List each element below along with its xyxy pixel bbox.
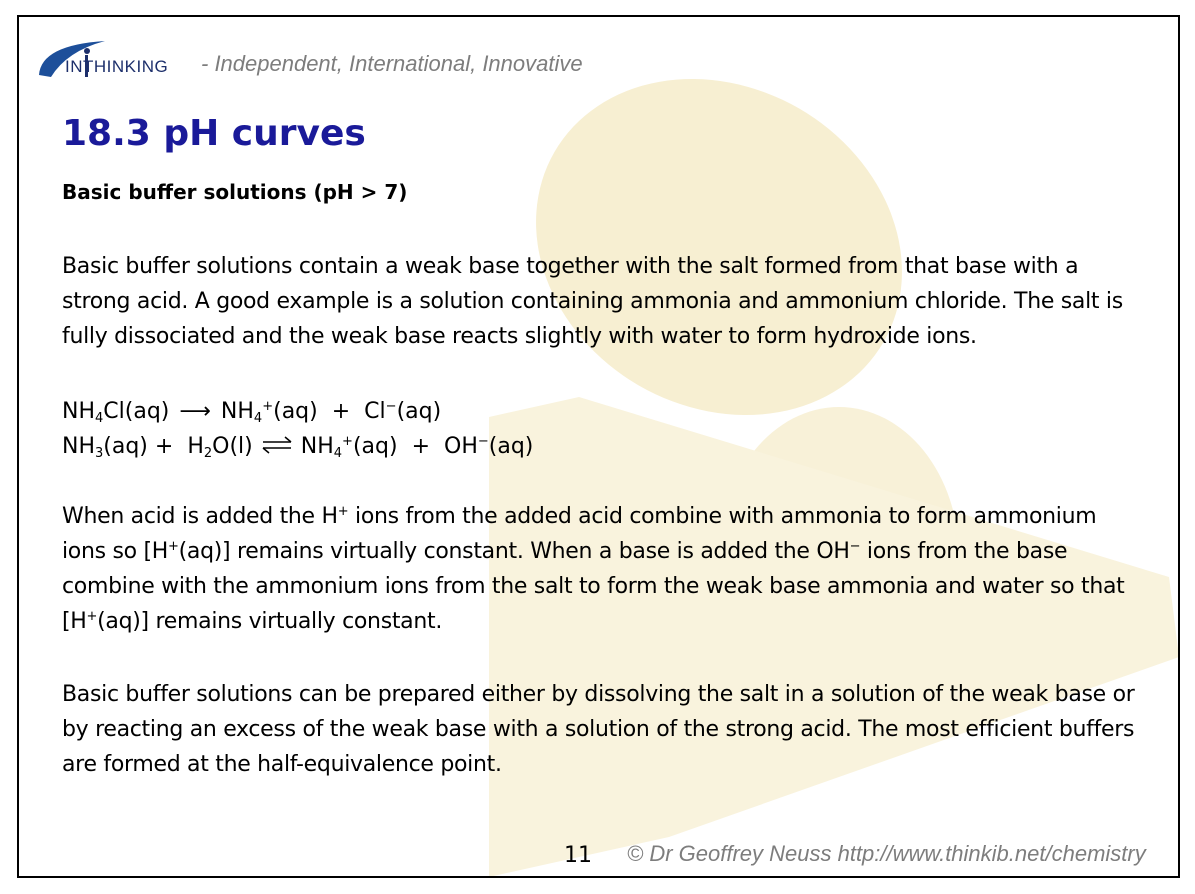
paragraph-preparation: Basic buffer solutions can be prepared either by dissolving the salt in a solution of the weak base or by reacting an excess of the weak base with a solution of the strong acid. The most efficient buffers are formed at the half-equivalence point. [62,682,1135,777]
formula-h2o: $H_2O(l)$ [187,434,253,461]
logo-text: INTHINKING [65,57,169,76]
formula-nh4-ion: $NH_4^+(aq)$ [300,434,398,461]
reaction-arrow: ⟶ [179,399,211,424]
plus-sign: + [331,399,351,424]
plus-sign: + [411,434,431,459]
equation-dissociation [62,394,441,429]
formula-oh-ion: OH−(aq) [444,434,534,459]
section-subtitle: Basic buffer solutions (pH > 7) [62,180,408,204]
page-title: 18.3 pH curves [62,113,366,154]
formula-cl-ion: Cl−(aq) [364,399,442,424]
page-number: 11 [564,843,592,868]
equation-ammonia-equilibrium [62,429,533,464]
tagline: - Independent, International, Innovative [201,51,583,76]
paragraph-intro: Basic buffer solutions contain a weak base together with the salt formed from that base with a strong acid. A good example is a solution containing ammonia and ammonium chloride. The salt is fully dissociated and the weak base reacts slightly with water to form hydroxide ions. [62,254,1123,349]
header [35,37,735,83]
slide [17,15,1180,878]
formula-nh3: $NH_3(aq)$ + [62,434,174,461]
footer-credit: © Dr Geoffrey Neuss http://www.thinkib.net/chemistry [627,841,1146,866]
formula-nh4cl: $NH_4Cl(aq)$ [62,399,170,426]
equilibrium-arrow-icon [260,435,294,455]
paragraph-buffer-action: When acid is added the H+ ions from the added acid combine with ammonia to form ammonium ions so [H+(aq)] remains virtually constant. When a base is added the OH− ions from the base combine with the ammonium ions from the salt to form the weak base ammonia and water so that [H+(aq)] remains virtually constant. [62,504,1125,634]
formula-nh4-ion: $NH_4^+(aq)$ [220,399,318,426]
